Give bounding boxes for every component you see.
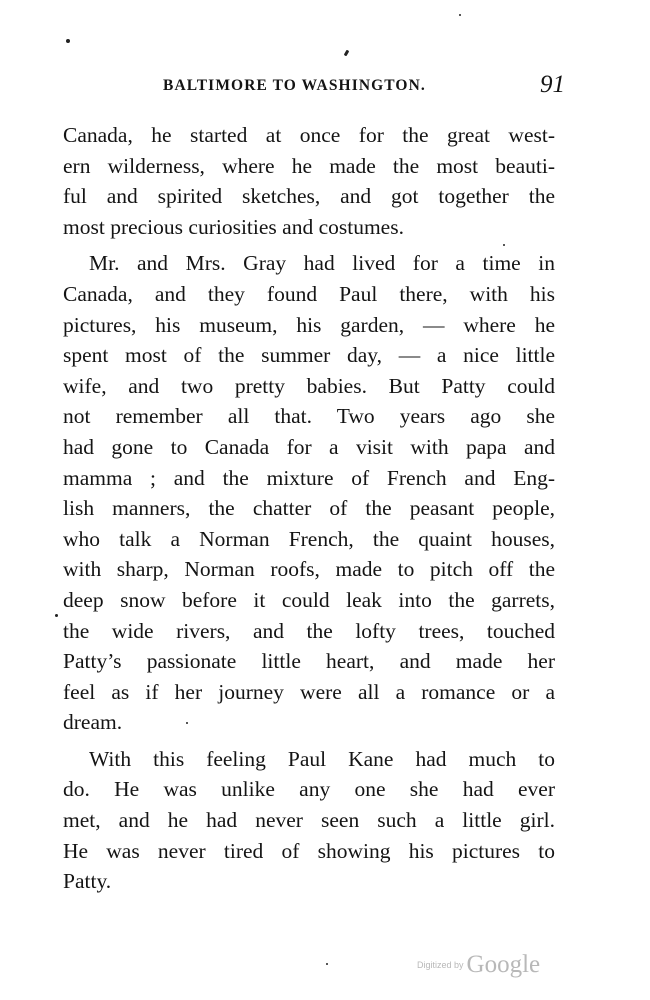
text-line: lish manners, the chatter of the peasant people, — [63, 496, 555, 521]
digitized-by-label: Digitized by — [417, 960, 464, 970]
running-header — [163, 73, 571, 103]
text-line: He was never tired of showing his pictures to — [63, 838, 555, 863]
ink-speck — [55, 614, 58, 617]
text-line: Mr. and Mrs. Gray had lived for a time in — [89, 251, 555, 276]
text-line: ful and spirited sketches, and got together the — [63, 184, 555, 209]
running-title: BALTIMORE TO WASHINGTON. — [163, 77, 426, 94]
text-line: the wide rivers, and the lofty trees, touched — [63, 618, 555, 643]
text-line: met, and he had never seen such a little girl. — [63, 808, 555, 833]
text-line: deep snow before it could leak into the garrets, — [63, 587, 555, 612]
text-line: had gone to Canada for a visit with papa and — [63, 434, 555, 459]
text-line: spent most of the summer day, — a nice little — [63, 343, 555, 368]
ink-speck — [344, 50, 350, 57]
text-line: do. He was unlike any one she had ever — [63, 777, 555, 802]
paragraph — [63, 744, 555, 897]
text-line: not remember all that. Two years ago she — [63, 404, 555, 429]
ink-speck — [66, 39, 70, 43]
digitization-watermark — [417, 951, 540, 979]
google-wordmark: Google — [466, 951, 541, 978]
ink-speck — [326, 963, 328, 965]
paragraph — [63, 120, 555, 242]
text-line: ern wilderness, where he made the most beauti- — [63, 153, 555, 178]
body-text — [63, 120, 555, 897]
text-line: With this feeling Paul Kane had much to — [89, 746, 555, 771]
text-line: most precious curiosities and costumes. — [63, 214, 404, 239]
text-line: feel as if her journey were all a romance or a — [63, 679, 555, 704]
ink-speck — [459, 14, 461, 16]
text-line: who talk a Norman French, the quaint houses, — [63, 526, 555, 551]
text-line: with sharp, Norman roofs, made to pitch off the — [63, 557, 555, 582]
text-line: wife, and two pretty babies. But Patty could — [63, 373, 555, 398]
page-number: 91 — [540, 71, 565, 98]
text-line: Patty. — [63, 869, 112, 894]
paragraph — [63, 248, 555, 738]
text-line: pictures, his museum, his garden, — where he — [63, 312, 555, 337]
text-line: dream. — [63, 710, 123, 735]
text-line: Patty’s passionate little heart, and made her — [63, 649, 555, 674]
text-line: Canada, he started at once for the great west- — [63, 123, 555, 147]
text-line: Canada, and they found Paul there, with his — [63, 281, 555, 306]
text-line: mamma ; and the mixture of French and Eng- — [63, 465, 555, 490]
